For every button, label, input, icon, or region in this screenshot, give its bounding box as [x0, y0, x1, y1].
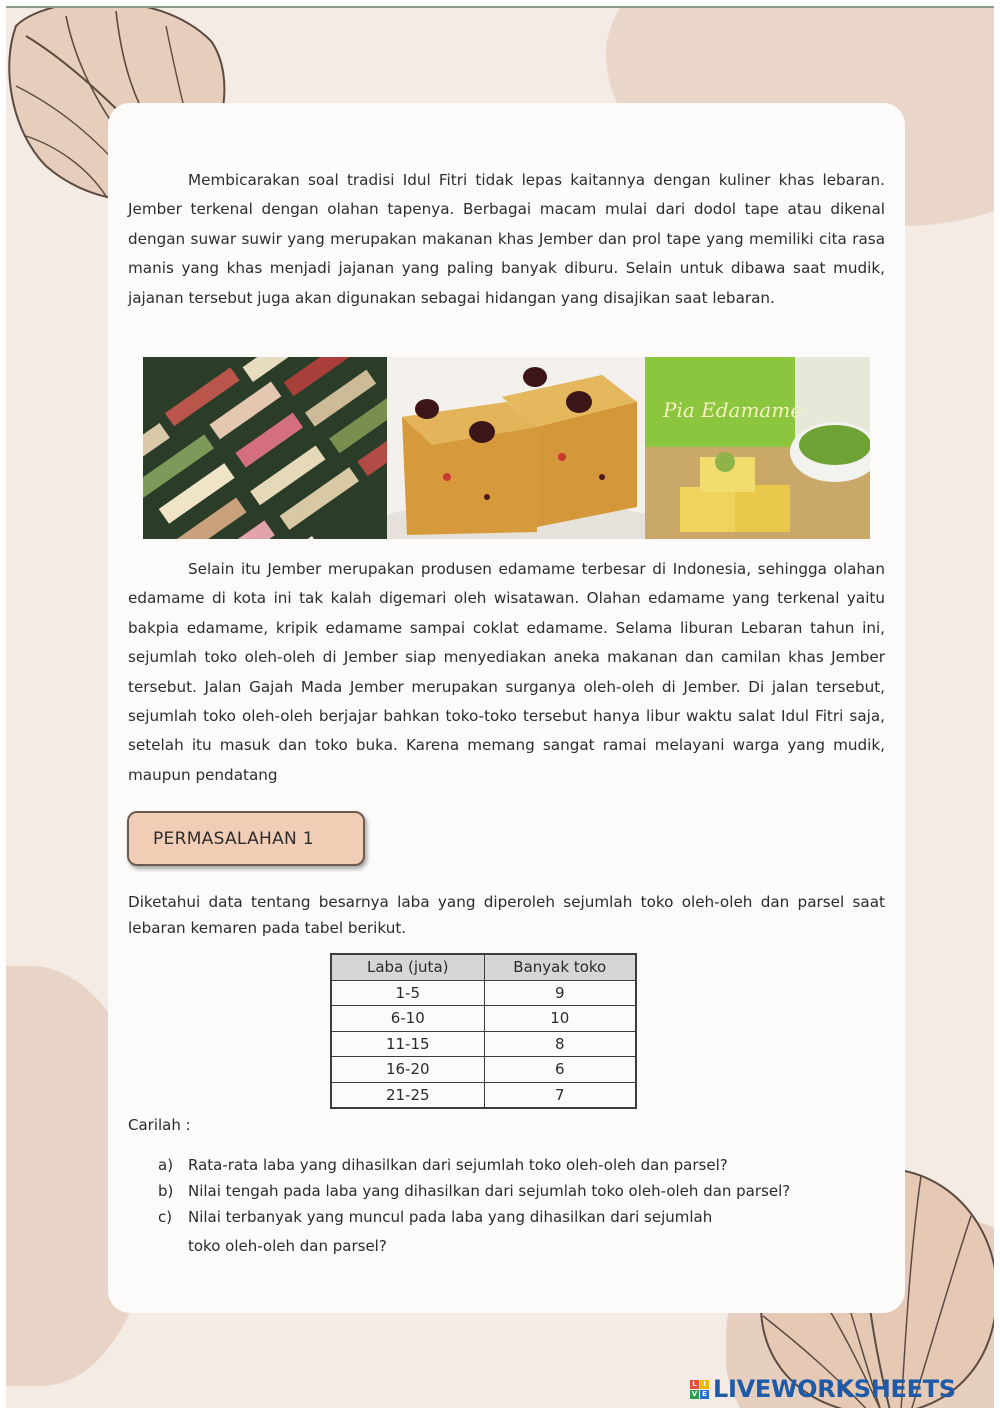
problem-title-button: PERMASALAHAN 1: [127, 811, 365, 866]
laba-cell: 16-20: [331, 1057, 484, 1083]
intro-paragraph: Membicarakan soal tradisi Idul Fitri tidak lepas kaitannya dengan kuliner khas lebaran. Jember terkenal dengan olahan tapenya. Berbagai macam mulai dari dodol tape atau dikenal dengan suwar suwir yang merupakan makanan khas Jember dan prol tape yang memiliki cita rasa manis yang khas menjadi jajanan yang paling banyak diburu. Selain untuk dibawa saat mudik, jajanan tersebut juga akan digunakan sebagai hidangan yang disajikan saat lebaran.: [128, 171, 885, 307]
prol-tape-photo: [387, 357, 645, 539]
question-text: Rata-rata laba yang dihasilkan dari sejumlah toko oleh-oleh dan parsel?: [188, 1156, 728, 1174]
laba-cell: 21-25: [331, 1082, 484, 1108]
problem-intro: Diketahui data tentang besarnya laba yang diperoleh sejumlah toko oleh-oleh dan parsel saat lebaran kemaren pada tabel berikut.: [128, 893, 885, 937]
questions-lead: Carilah :: [128, 1116, 191, 1134]
question-label: a): [158, 1156, 174, 1174]
question-text: Nilai terbanyak yang muncul pada laba yang dihasilkan dari sejumlah: [188, 1208, 713, 1226]
count-cell: 8: [484, 1031, 636, 1057]
profit-table: [330, 953, 637, 1109]
suwar-suwir-photo: [143, 357, 387, 539]
box-label: Pia Edamame: [663, 398, 803, 422]
pia-edamame-photo: [645, 357, 870, 539]
table-row: [331, 1006, 636, 1032]
question-continuation: toko oleh-oleh dan parsel?: [188, 1237, 387, 1255]
laba-cell: 6-10: [331, 1006, 484, 1032]
table-row: [331, 1057, 636, 1083]
count-cell: 6: [484, 1057, 636, 1083]
table-header-row: [331, 954, 636, 980]
count-cell: 9: [484, 980, 636, 1006]
laba-cell: 1-5: [331, 980, 484, 1006]
question-text: Nilai tengah pada laba yang dihasilkan dari sejumlah toko oleh-oleh dan parsel?: [188, 1182, 791, 1200]
header-laba: Laba (juta): [331, 954, 484, 980]
question-item: [158, 1208, 712, 1226]
question-item: [158, 1182, 790, 1200]
table-row: [331, 1082, 636, 1108]
edamame-paragraph: Selain itu Jember merupakan produsen edamame terbesar di Indonesia, sehingga olahan edamame di kota ini tak kalah digemari oleh wisatawan. Olahan edamame yang terkenal yaitu bakpia edamame, kripik edamame sampai coklat edamame. Selama liburan Lebaran tahun ini, sejumlah toko oleh-oleh di Jember siap menyediakan aneka makanan dan camilan khas Jember tersebut. Jalan Gajah Mada Jember merupakan surganya oleh-oleh di Jember. Di jalan tersebut, sejumlah toko oleh-oleh berjajar bahkan toko-toko tersebut hanya libur waktu salat Idul Fitri saja, setelah itu masuk dan toko buka. Karena memang sangat ramai melayani warga yang mudik, maupun pendatang: [128, 560, 885, 784]
liveworksheets-logo[interactable]: [690, 1372, 956, 1406]
question-label: c): [158, 1208, 173, 1226]
table-row: [331, 980, 636, 1006]
question-item: [158, 1156, 728, 1174]
header-banyak-toko: Banyak toko: [484, 954, 636, 980]
count-cell: 7: [484, 1082, 636, 1108]
top-border: [6, 6, 994, 8]
logo-text: LIVEWORKSHEETS: [713, 1375, 956, 1403]
logo-mark-icon: L I V E: [690, 1380, 709, 1399]
food-photo-strip: [143, 357, 870, 539]
laba-cell: 11-15: [331, 1031, 484, 1057]
question-label: b): [158, 1182, 174, 1200]
count-cell: 10: [484, 1006, 636, 1032]
table-row: [331, 1031, 636, 1057]
